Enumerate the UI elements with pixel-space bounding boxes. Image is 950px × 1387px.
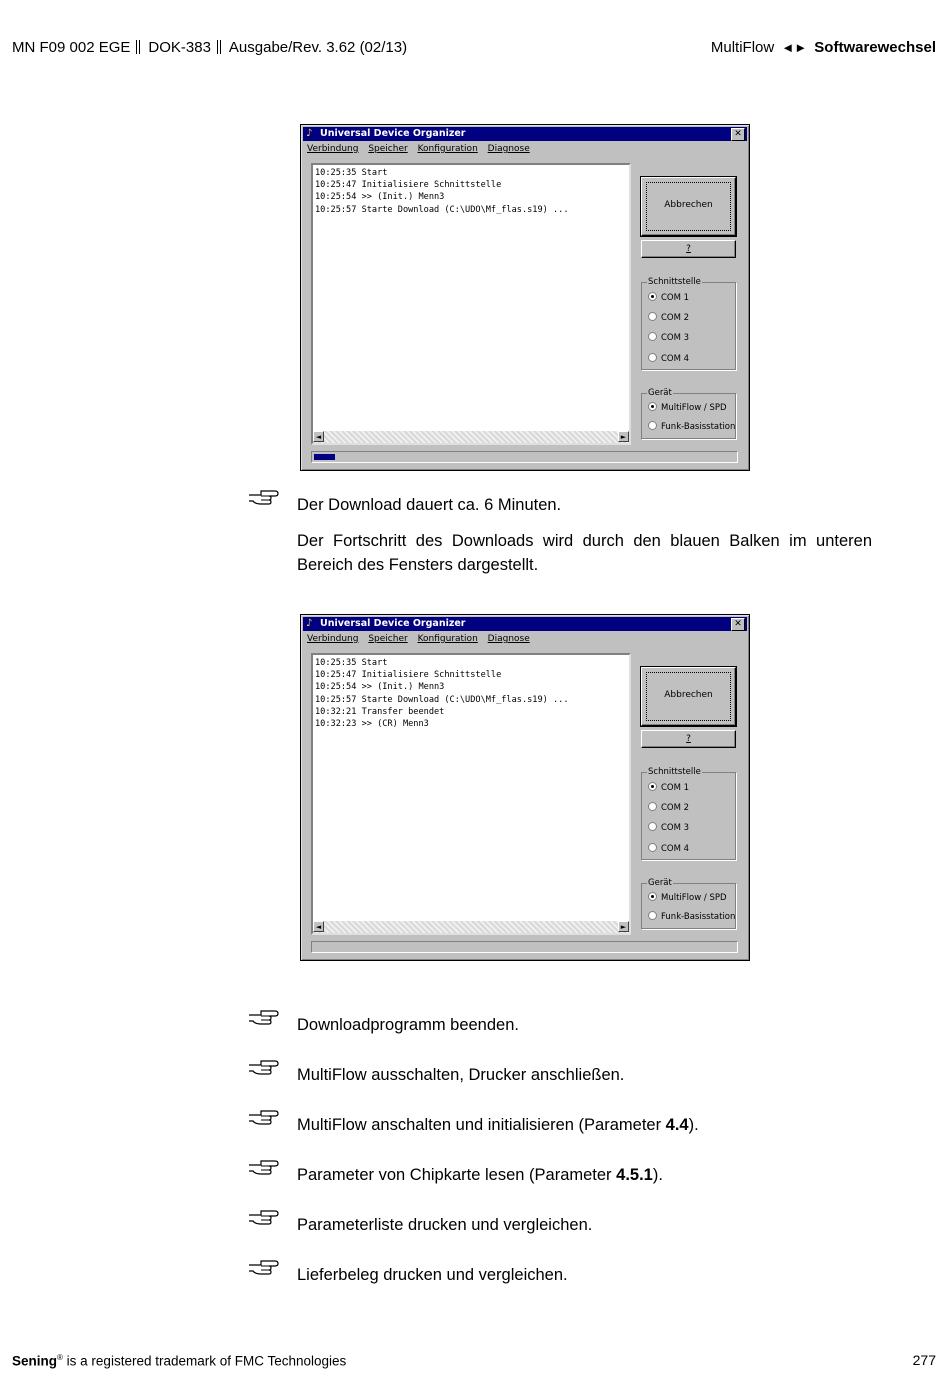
pointing-hand-icon — [247, 1057, 279, 1077]
radio-com2[interactable] — [648, 312, 689, 324]
menu-konfiguration[interactable] — [418, 632, 478, 646]
interface-group-label: Schnittstelle — [648, 767, 701, 777]
udo-window-1 — [300, 124, 750, 471]
parameter-number: 4.4 — [665, 1116, 689, 1134]
help-button[interactable]: ? — [641, 240, 736, 258]
step-text: Parameterliste drucken und vergleichen. — [297, 1216, 593, 1234]
pointing-hand-icon — [247, 1007, 279, 1027]
scroll-left-icon[interactable]: ◄ — [313, 431, 324, 442]
menu-diagnose[interactable] — [488, 632, 530, 646]
radio-com1[interactable] — [648, 292, 689, 304]
abort-button-label: Abbrechen — [664, 200, 713, 210]
step-text — [297, 1163, 872, 1187]
header-section: Softwarewechsel — [814, 39, 936, 56]
log-text: 10:25:35 Start 10:25:47 Initialisiere Schnittstelle 10:25:54 >> (Init.) Menn3 10:25:57 Starte Download (C:\UDO\Mf_flas.s19) ... — [315, 168, 569, 215]
page-header — [12, 38, 936, 58]
step-text-part: ). — [688, 1116, 699, 1134]
footer-brand: Sening — [12, 1353, 58, 1369]
menu-verbindung-label: Verbindung — [307, 144, 359, 154]
interface-group — [641, 277, 736, 370]
radio-icon — [648, 332, 657, 341]
log-text: 10:25:35 Start 10:25:47 Initialisiere Schnittstelle 10:25:54 >> (Init.) Menn3 10:25:57 Starte Download (C:\UDO\Mf_flas.s19) ... 10:32:21 Transfer beendet 10:32:23 >> (CR) Menn3 — [315, 658, 569, 730]
device-group — [641, 388, 736, 439]
pointing-hand-icon — [247, 487, 279, 507]
header-document-info — [12, 38, 407, 58]
radio-com4-label: COM 4 — [661, 844, 690, 854]
app-icon: ♪ — [306, 618, 313, 629]
radio-multiflow-label: MultiFlow / SPD — [661, 893, 727, 903]
radio-icon — [648, 292, 657, 301]
abort-button[interactable] — [641, 177, 736, 236]
device-group — [641, 878, 736, 929]
menu-speicher-label: Speicher — [368, 144, 408, 154]
radio-icon — [648, 312, 657, 321]
close-icon[interactable]: ✕ — [731, 618, 745, 631]
radio-com3-label: COM 3 — [661, 823, 690, 833]
step-text: MultiFlow ausschalten, Drucker anschließen. — [297, 1066, 625, 1084]
menu-diagnose-label: Diagnose — [487, 634, 530, 644]
radio-com4[interactable] — [648, 353, 689, 365]
log-output[interactable] — [311, 163, 631, 445]
menu-diagnose[interactable] — [488, 142, 530, 156]
pointing-hand-icon — [247, 1107, 279, 1127]
device-group-label: Gerät — [648, 878, 672, 888]
menu-konfiguration-label: Konfiguration — [417, 144, 478, 154]
radio-multiflow[interactable] — [648, 892, 727, 904]
radio-com2-label: COM 2 — [661, 313, 690, 323]
step-text-part: Parameter von Chipkarte lesen (Parameter — [297, 1166, 617, 1184]
header-separator — [136, 40, 140, 54]
radio-com1[interactable] — [648, 782, 689, 794]
menu-verbindung-label: Verbindung — [307, 634, 359, 644]
pointing-hand-icon — [247, 1207, 279, 1227]
radio-funk-basis-label: Funk-Basisstation — [661, 912, 736, 922]
progress-fill — [314, 454, 335, 460]
menu-konfiguration-label: Konfiguration — [417, 634, 478, 644]
step-text — [297, 1113, 872, 1137]
menubar — [307, 632, 537, 646]
step-text: Downloadprogramm beenden. — [297, 1016, 519, 1034]
header-doc-number: MN F09 002 EGE — [12, 39, 131, 56]
interface-group — [641, 767, 736, 860]
radio-icon — [648, 421, 657, 430]
radio-com3[interactable] — [648, 332, 689, 344]
radio-icon — [648, 802, 657, 811]
device-group-label: Gerät — [648, 388, 672, 398]
header-edition: Ausgabe/Rev. 3.62 (02/13) — [228, 39, 408, 56]
scroll-left-icon[interactable]: ◄ — [313, 921, 324, 932]
radio-com2[interactable] — [648, 802, 689, 814]
radio-funk-basis[interactable] — [648, 911, 735, 923]
radio-com1-label: COM 1 — [661, 783, 690, 793]
header-separator — [217, 40, 221, 54]
menu-konfiguration[interactable] — [418, 142, 478, 156]
radio-com4[interactable] — [648, 843, 689, 855]
header-arrows-icon: ◄► — [781, 40, 808, 55]
radio-funk-basis[interactable] — [648, 421, 735, 433]
radio-icon — [648, 782, 657, 791]
radio-funk-basis-label: Funk-Basisstation — [661, 422, 736, 432]
abort-button[interactable] — [641, 667, 736, 726]
window-title: Universal Device Organizer — [320, 128, 466, 139]
step-text: Lieferbeleg drucken und vergleichen. — [297, 1266, 568, 1284]
menu-diagnose-label: Diagnose — [487, 144, 530, 154]
abort-button-label: Abbrechen — [664, 690, 713, 700]
udo-window-2 — [300, 614, 750, 961]
scroll-right-icon[interactable]: ► — [618, 921, 629, 932]
footer-trademark-text: is a registered trademark of FMC Technologies — [62, 1353, 347, 1369]
download-progress-bar — [311, 941, 738, 953]
footer-trademark — [12, 1353, 346, 1369]
help-button[interactable]: ? — [641, 730, 736, 748]
radio-com4-label: COM 4 — [661, 354, 690, 364]
radio-icon — [648, 911, 657, 920]
pointing-hand-icon — [247, 1257, 279, 1277]
header-section-info — [711, 38, 936, 58]
window-titlebar[interactable] — [303, 127, 747, 141]
page-number: 277 — [912, 1352, 936, 1368]
step-text-part: MultiFlow anschalten und initialisieren (Parameter — [297, 1116, 666, 1134]
radio-com2-label: COM 2 — [661, 803, 690, 813]
menu-speicher[interactable] — [368, 632, 407, 646]
download-duration-text: Der Download dauert ca. 6 Minuten. — [297, 496, 562, 514]
radio-com1-label: COM 1 — [661, 293, 690, 303]
header-dok: DOK-383 — [148, 39, 211, 56]
horizontal-scrollbar[interactable] — [313, 921, 629, 933]
menu-speicher-label: Speicher — [368, 634, 408, 644]
radio-com3[interactable] — [648, 822, 689, 834]
log-output[interactable] — [311, 653, 631, 935]
radio-multiflow[interactable] — [648, 402, 727, 414]
radio-icon — [648, 402, 657, 411]
radio-icon — [648, 353, 657, 362]
horizontal-scrollbar[interactable] — [313, 431, 629, 443]
radio-icon — [648, 822, 657, 831]
progress-info-text: Der Fortschritt des Downloads wird durch den blauen Balken im unteren Bereich des Fensters dargestellt. — [297, 532, 872, 574]
close-icon[interactable]: ✕ — [731, 128, 745, 141]
download-progress-bar — [311, 451, 738, 463]
radio-icon — [648, 892, 657, 901]
scroll-right-icon[interactable]: ► — [618, 431, 629, 442]
menu-verbindung[interactable] — [307, 632, 358, 646]
radio-com3-label: COM 3 — [661, 333, 690, 343]
interface-group-label: Schnittstelle — [648, 277, 701, 287]
parameter-number: 4.5.1 — [616, 1166, 653, 1184]
window-titlebar[interactable] — [303, 617, 747, 631]
step-text-part: ). — [652, 1166, 663, 1184]
menu-speicher[interactable] — [368, 142, 407, 156]
registered-mark: ® — [57, 1353, 63, 1362]
radio-icon — [648, 843, 657, 852]
menu-verbindung[interactable] — [307, 142, 358, 156]
menubar — [307, 142, 537, 156]
header-product: MultiFlow — [710, 39, 775, 56]
radio-multiflow-label: MultiFlow / SPD — [661, 403, 727, 413]
app-icon: ♪ — [306, 128, 313, 139]
window-title: Universal Device Organizer — [320, 618, 466, 629]
pointing-hand-icon — [247, 1157, 279, 1177]
